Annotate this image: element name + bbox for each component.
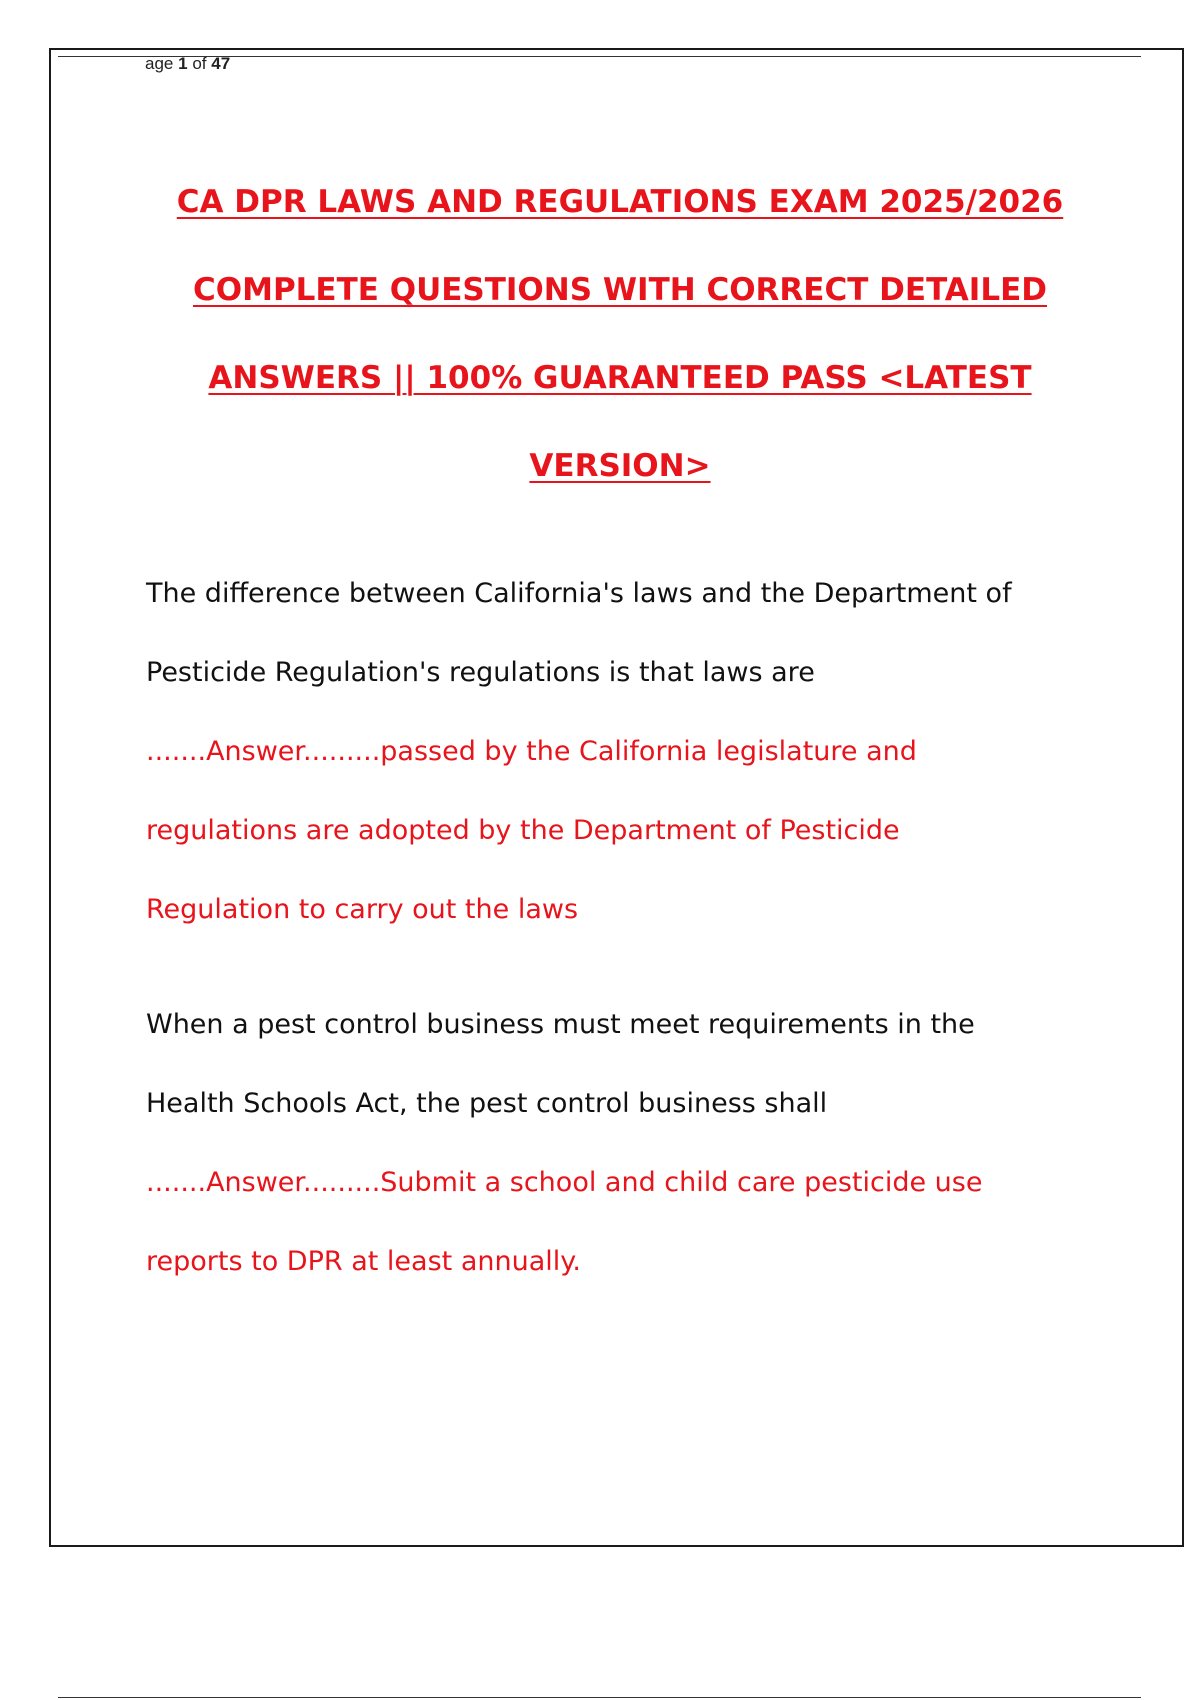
answer-2-line-2: reports to DPR at least annually. [146,1246,581,1277]
answer-1-line-1: .......Answer.........passed by the California legislature and [146,736,917,767]
page-number [145,53,230,75]
page-current: 1 [178,54,188,73]
question-2 [146,997,1106,1155]
answer-2 [146,1155,1106,1313]
title-line-1: CA DPR LAWS AND REGULATIONS EXAM 2025/2026 [176,184,1064,220]
document-title [120,172,1120,524]
footer-rule [58,1697,1141,1698]
answer-1 [146,724,1106,961]
qa-item-1 [146,566,1106,961]
qa-item-2 [146,997,1106,1313]
question-2-line-2: Health Schools Act, the pest control business shall [146,1088,828,1119]
question-1 [146,566,1106,724]
answer-2-line-1: .......Answer.........Submit a school and child care pesticide use [146,1167,983,1198]
question-1-line-1: The difference between California's laws and the Department of [146,578,1012,609]
title-line-4: VERSION> [529,448,711,484]
question-1-line-2: Pesticide Regulation's regulations is that laws are [146,657,815,688]
question-2-line-1: When a pest control business must meet requirements in the [146,1009,975,1040]
page-prefix: age [145,54,174,73]
page-of: of [192,54,207,73]
answer-1-line-3: Regulation to carry out the laws [146,894,579,925]
title-line-2: COMPLETE QUESTIONS WITH CORRECT DETAILED [193,272,1047,308]
title-line-3: ANSWERS || 100% GUARANTEED PASS <LATEST [208,360,1032,396]
page-total: 47 [211,54,231,73]
answer-1-line-2: regulations are adopted by the Department of Pesticide [146,815,900,846]
